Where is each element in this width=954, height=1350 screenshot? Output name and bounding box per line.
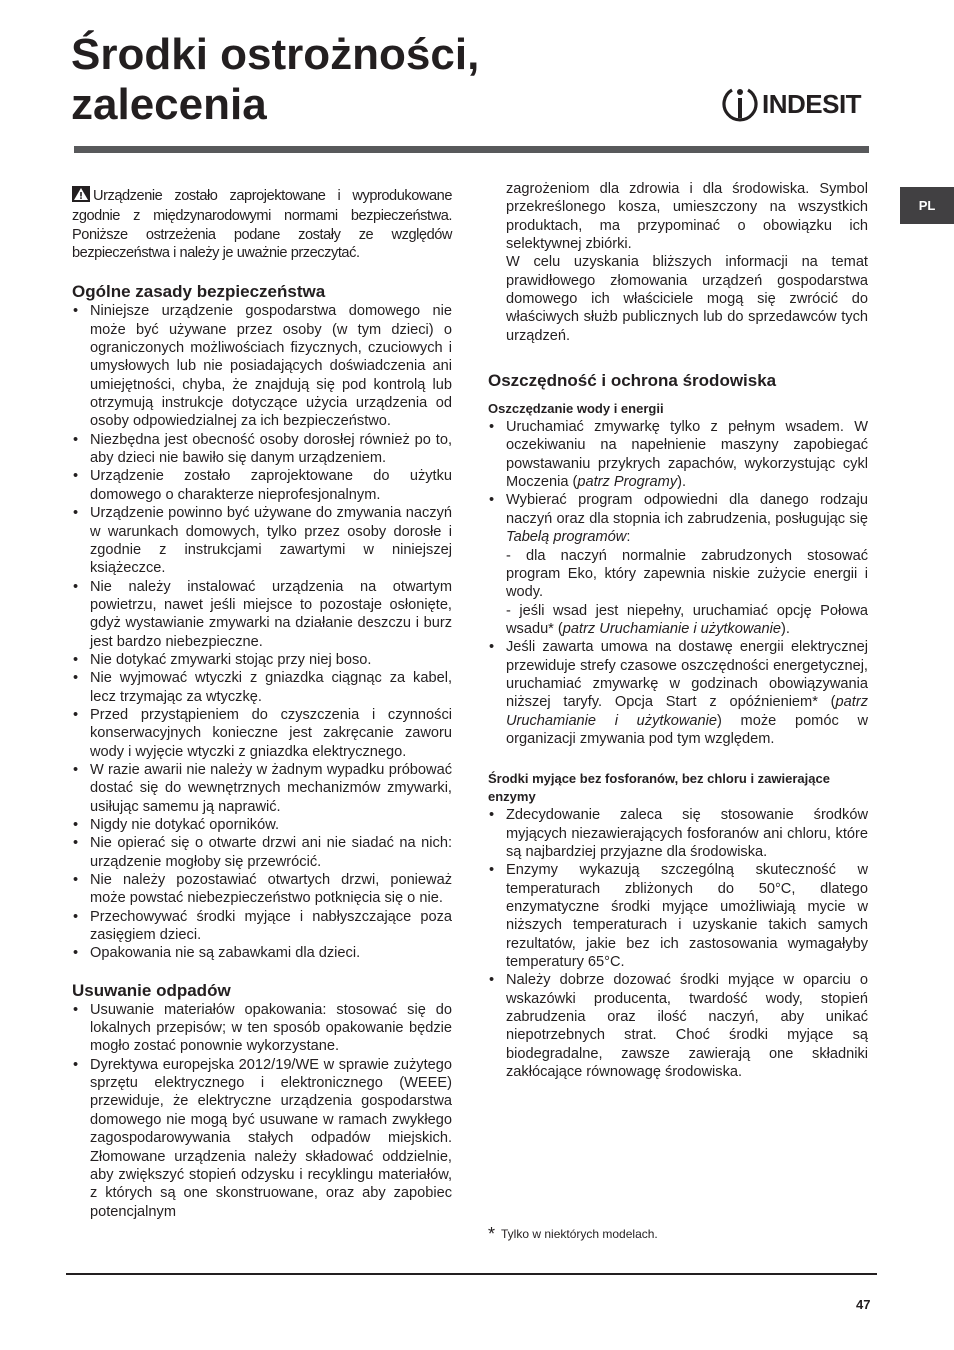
title-line-2: zalecenia xyxy=(71,80,267,129)
list-item: • Nigdy nie dotykać oporników. xyxy=(72,816,452,834)
reference: patrz Programy xyxy=(577,474,678,491)
language-tab: PL xyxy=(900,187,954,224)
list-item: • Dyrektywa europejska 2012/19/WE w sprawie zużytego sprzętu elektrycznego i elektronicznego (WEEE) przewiduje, że elektryczne urządzenia gospodarstwa domowego nie mogą być usuwane w ramach zwykłego zagospodarowywania stałych odpadów miejskich. Złomowane urządzenia należy składować oddzielnie, aby zwiększyć stopień odzysku i recyklingu materiałów, z których są one skonstruowane, oraz aby zapobiec potencjalnym xyxy=(72,1056,452,1221)
list-item: • Wybierać program odpowiedni dla danego rodzaju naczyń oraz dla stopnia ich zabrudzenia, posługując się Tabelą programów: - dla naczyń normalnie zabrudzonych stosować program Eko, który zapewnia niskie zużycie energii i wody. - jeśli wsad jest niepełny, uruchamiać opcję Połowa wsadu* (patrz Uruchamianie i użytkowanie). xyxy=(488,491,868,638)
warning-triangle-icon xyxy=(72,186,90,207)
reference: patrz Uruchamianie i użytkowanie xyxy=(506,694,868,729)
detergents-list xyxy=(488,806,868,1081)
water-energy-list xyxy=(488,418,868,748)
list-item: • Przed przystąpieniem do czyszczenia i czynności konserwacyjnych konieczne jest zakręcanie zaworu wody i wyjęcie wtyczki z gniazdka elektrycznego. xyxy=(72,706,452,761)
list-item: • W razie awarii nie należy w żadnym wypadku próbować dostać się do wewnętrznych mechanizmów zmywarki, usiłując samemu ją naprawić. xyxy=(72,761,452,816)
list-item: • Przechowywać środki myjące i nabłyszczające poza zasięgiem dzieci. xyxy=(72,908,452,945)
intro-paragraph xyxy=(72,186,452,262)
eco-heading: Oszczędność i ochrona środowiska xyxy=(488,371,777,391)
waste-heading: Usuwanie odpadów xyxy=(72,980,231,1000)
reference: patrz Uruchamianie i użytkowanie xyxy=(562,620,781,637)
header-rule xyxy=(74,146,869,153)
page-title xyxy=(71,30,479,130)
list-item: • Niezbędna jest obecność osoby dorosłej również po to, aby dzieci nie bawiło się danym urządzeniem. xyxy=(72,431,452,468)
list-item: • Zdecydowanie zaleca się stosowanie środków myjących niezawierających fosforanów ani chloru, które są najbardziej przyjazne dla środowiska. xyxy=(488,806,868,861)
intro-text: Urządzenie zostało zaprojektowane i wyprodukowane zgodnie z międzynarodowymi normami bezpieczeństwa. Poniższe ostrzeżenia podane zostały ze względów bezpieczeństwa i należy je uważnie przeczytać. xyxy=(72,188,452,262)
brand-logo xyxy=(722,84,861,124)
list-item: • Należy dobrze dozować środki myjące w oparciu o wskazówki producenta, twardość wody, stopień zabrudzenia oraz ilość naczyń, aby unikać niepotrzebnych strat. Choć środki myjące są biodegradalne, zawsze zawierają one składniki zakłócające równowagę środowiska. xyxy=(488,971,868,1081)
list-item: • Niniejsze urządzenie gospodarstwa domowego nie może być używane przez osoby (w tym dzieci) o ograniczonych możliwościach fizycznych, czuciowych i umysłowych lub nie posiadających doświadczenia ani umiejętności, chyba, że znajdują się pod kontrolą lub otrzymują instrukcje dotyczące użycia urządzenia od osoby odpowiedzialnej za ich bezpieczeństwo. xyxy=(72,302,452,430)
waste-info-paragraph: W celu uzyskania bliższych informacji na temat prawidłowego złomowania urządzeń gospodarstwa domowego ich właściciele mogą się zwrócić do właściwych służb publicznych lub do sprzedawców tych urządzeń. xyxy=(506,254,868,344)
list-item: • Urządzenie zostało zaprojektowane do użytku domowego o charakterze nieprofesjonalnym. xyxy=(72,467,452,504)
right-column xyxy=(488,180,868,1081)
general-safety-heading: Ogólne zasady bezpieczeństwa xyxy=(72,282,326,302)
brand-name: INDESIT xyxy=(762,88,862,119)
page-number: 47 xyxy=(856,1297,871,1312)
footnote-text: Tylko w niektórych modelach. xyxy=(501,1227,658,1241)
sub-item: - jeśli wsad jest niepełny, uruchamiać opcję Połowa wsadu* (patrz Uruchamianie i użytkowanie). xyxy=(506,602,868,637)
list-item: • Nie należy instalować urządzenia na otwartym powietrzu, nawet jeśli miejsce to pozostaje osłonięte, gdyż wystawianie zmywarki na działanie deszczu i burz jest bardzo niebezpieczne. xyxy=(72,578,452,651)
sub-item: - dla naczyń normalnie zabrudzonych stosować program Eko, który zapewnia niskie zużycie energii i wody. xyxy=(506,547,868,601)
list-item: • Nie wyjmować wtyczki z gniazdka ciągnąc za kabel, lecz trzymając za wtyczkę. xyxy=(72,669,452,706)
list-item: • Nie opierać się o otwarte drzwi ani nie siadać na nich: urządzenie mogłoby się przewrócić. xyxy=(72,834,452,871)
footer-rule xyxy=(66,1273,877,1275)
waste-list xyxy=(72,1001,452,1221)
list-item: • Opakowania nie są zabawkami dla dzieci. xyxy=(72,944,452,962)
list-item: • Nie należy pozostawiać otwartych drzwi, ponieważ może powstać niebezpieczeństwo potknięcia się o nie. xyxy=(72,871,452,908)
reference: Tabelą programów xyxy=(506,529,627,546)
list-item: • Enzymy wykazują szczególną skuteczność w temperaturach zbliżonych do 50°C, dlatego enzymatyczne środki myjące umożliwiają mycie w niższych temperaturach i uzyskanie takich samych rezultatów, jakie bez ich zastosowania wymagałyby temperatury 65°C. xyxy=(488,861,868,971)
general-safety-list xyxy=(72,302,452,962)
title-line-1: Środki ostrożności, xyxy=(71,30,480,79)
waste-continued: zagrożeniom dla zdrowia i dla środowiska. Symbol przekreślonego kosza, umieszczony na wszystkich produktach, ma przypominać o obowiązku ich selektywnej zbiórki. xyxy=(506,181,868,253)
indesit-emblem-icon xyxy=(722,84,758,124)
list-item: • Usuwanie materiałów opakowania: stosować się do lokalnych przepisów; w ten sposób opakowanie będzie mogło zostać ponownie wykorzystane. xyxy=(72,1001,452,1056)
footnote-star: * xyxy=(488,1224,496,1244)
footnote xyxy=(488,1224,658,1245)
list-item: • Urządzenie powinno być używane do zmywania naczyń w warunkach domowych, tylko przez osoby dorosłe i zgodnie z instrukcjami zawartymi w niniejszej książeczce. xyxy=(72,504,452,577)
list-item: • Jeśli zawarta umowa na dostawę energii elektrycznej przewiduje strefy czasowe oszczędności energetycznej, uruchamiać zmywarkę w godzinach obowiązywania niższej taryfy. Opcja Start z opóźnieniem* (patrz Uruchamianie i użytkowanie) może pomóc w organizacji zmywania pod tym względem. xyxy=(488,638,868,748)
detergents-heading: Środki myjące bez fosforanów, bez chloru i zawierające enzymy xyxy=(488,771,830,805)
list-item: • Nie dotykać zmywarki stojąc przy niej boso. xyxy=(72,651,452,669)
list-item: • Uruchamiać zmywarkę tylko z pełnym wsadem. W oczekiwaniu na napełnienie maszyny zapobiegać powstawaniu przykrych zapachów, wykorzystując cykl Moczenia (patrz Programy). xyxy=(488,418,868,491)
water-energy-heading: Oszczędzanie wody i energii xyxy=(488,401,664,417)
left-column xyxy=(72,186,452,1221)
